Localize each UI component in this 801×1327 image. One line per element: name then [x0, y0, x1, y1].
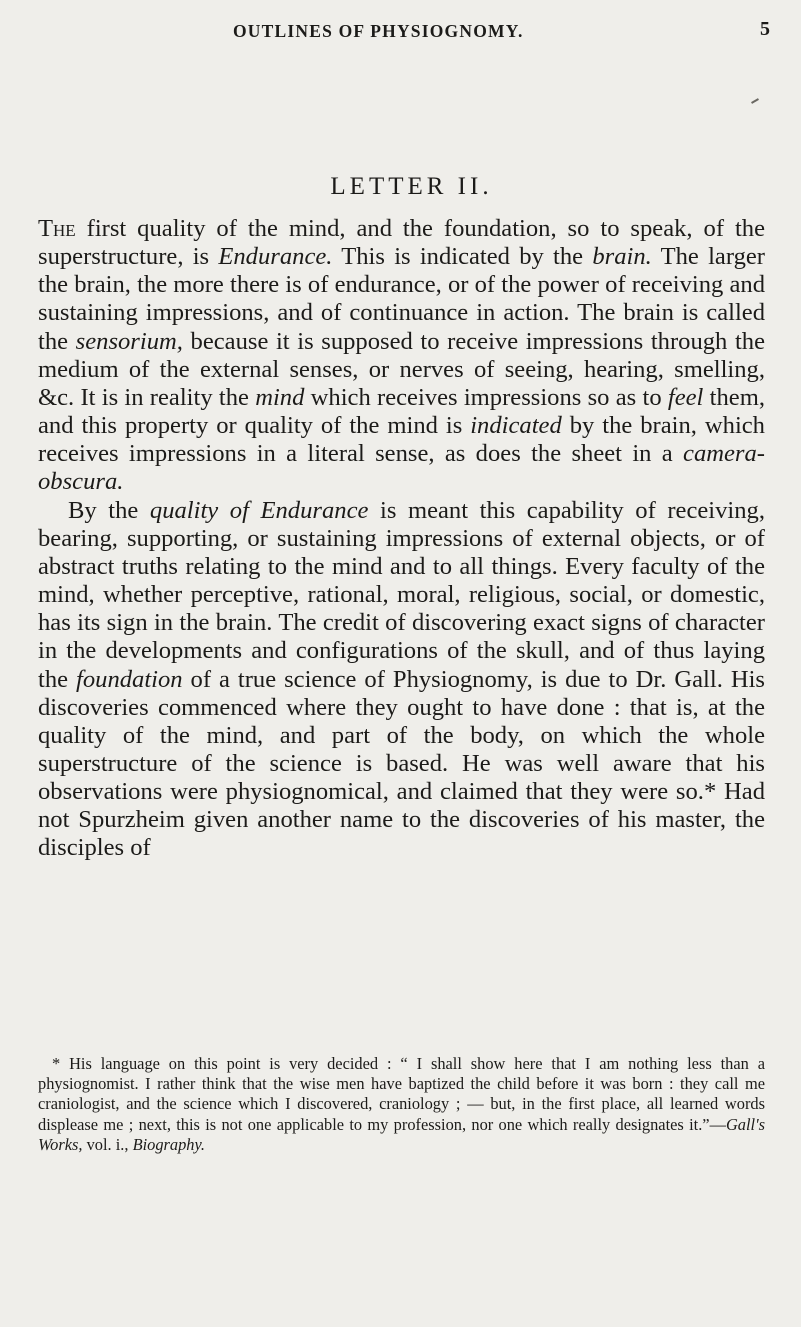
italic-run: foundation: [76, 665, 183, 693]
page-header: [0, 0, 801, 60]
italic-run: sensorium,: [75, 327, 183, 355]
text-run: is meant this capability of receiving, bearing, supporting, or sustaining impressions of external objects, or of abstract truths relating to the mind and to all things. Every faculty of the mind, whether perceptive, rational, moral, religious, social, or domestic, has its sign in the brain. The credit of discovering exact signs of character in the developments and configurations of the skull, and of thus laying the: [38, 496, 765, 693]
text-run: them, and this property or quality of the mind is: [38, 383, 765, 440]
text-run: first quality of the mind, and the foundation, so to speak, of the superstructure, is: [38, 215, 765, 271]
printer-mark: [751, 98, 759, 104]
paragraph-1: [38, 215, 765, 497]
italic-run: Endurance.: [218, 243, 333, 271]
page-number: 5: [760, 18, 770, 40]
italic-run: Biography.: [132, 1134, 205, 1154]
text-run: because it is supposed to receive impressions through the medium of the external senses, or nerves of seeing, hearing, smelling, &c. It is in reality the: [38, 327, 765, 411]
text-run: which receives impressions so as to: [304, 383, 668, 411]
body-text: [38, 215, 765, 863]
italic-run: brain.: [592, 243, 652, 271]
text-run: This is indicated by the: [332, 243, 593, 271]
italic-run: quality of Endurance: [149, 496, 369, 524]
text-run: The larger the brain, the more there is of endurance, or of the power of receiving and sustaining impressions, and of continuance in action. The brain is called the: [38, 243, 765, 355]
italic-run: indicated: [470, 412, 562, 440]
italic-run: Gall's Works,: [38, 1114, 765, 1154]
italic-run: feel: [667, 383, 704, 411]
italic-run: camera-obscura.: [38, 440, 765, 496]
letter-heading: LETTER II.: [330, 173, 493, 200]
text-run: of a true science of Physiognomy, is due to Dr. Gall. His discoveries commenced where they ought to have done : that is, at the quality of the mind, and part of the body, on which the whole superstructure of the science is based. He was well aware that his observations were physiognomical, and claimed that they were so.* Had not Spurzheim given another name to the discoveries of his master, the disciples of: [38, 665, 765, 862]
italic-run: mind: [255, 383, 305, 411]
footnote-text: [38, 1054, 765, 1155]
paragraph-2: [38, 497, 765, 863]
text-run: vol. i.,: [82, 1134, 133, 1154]
text-run: by the brain, which receives impressions in a literal sense, as does the sheet in a: [38, 412, 765, 468]
text-run: By the: [68, 496, 150, 524]
lead-word: The: [38, 215, 76, 242]
footnote: [38, 1054, 765, 1155]
text-run: * His language on this point is very decided : “ I shall show here that I am nothing less than a physiognomist. I rather think that the wise men have baptized the child before it was born : they call me craniologist, and the science which I discovered, craniology ; — but, in the first place, all learned words displease me ; next, this is not one applicable to my profession, nor one which really designates it.”—: [38, 1054, 765, 1134]
running-head: OUTLINES OF PHYSIOGNOMY.: [233, 21, 524, 41]
